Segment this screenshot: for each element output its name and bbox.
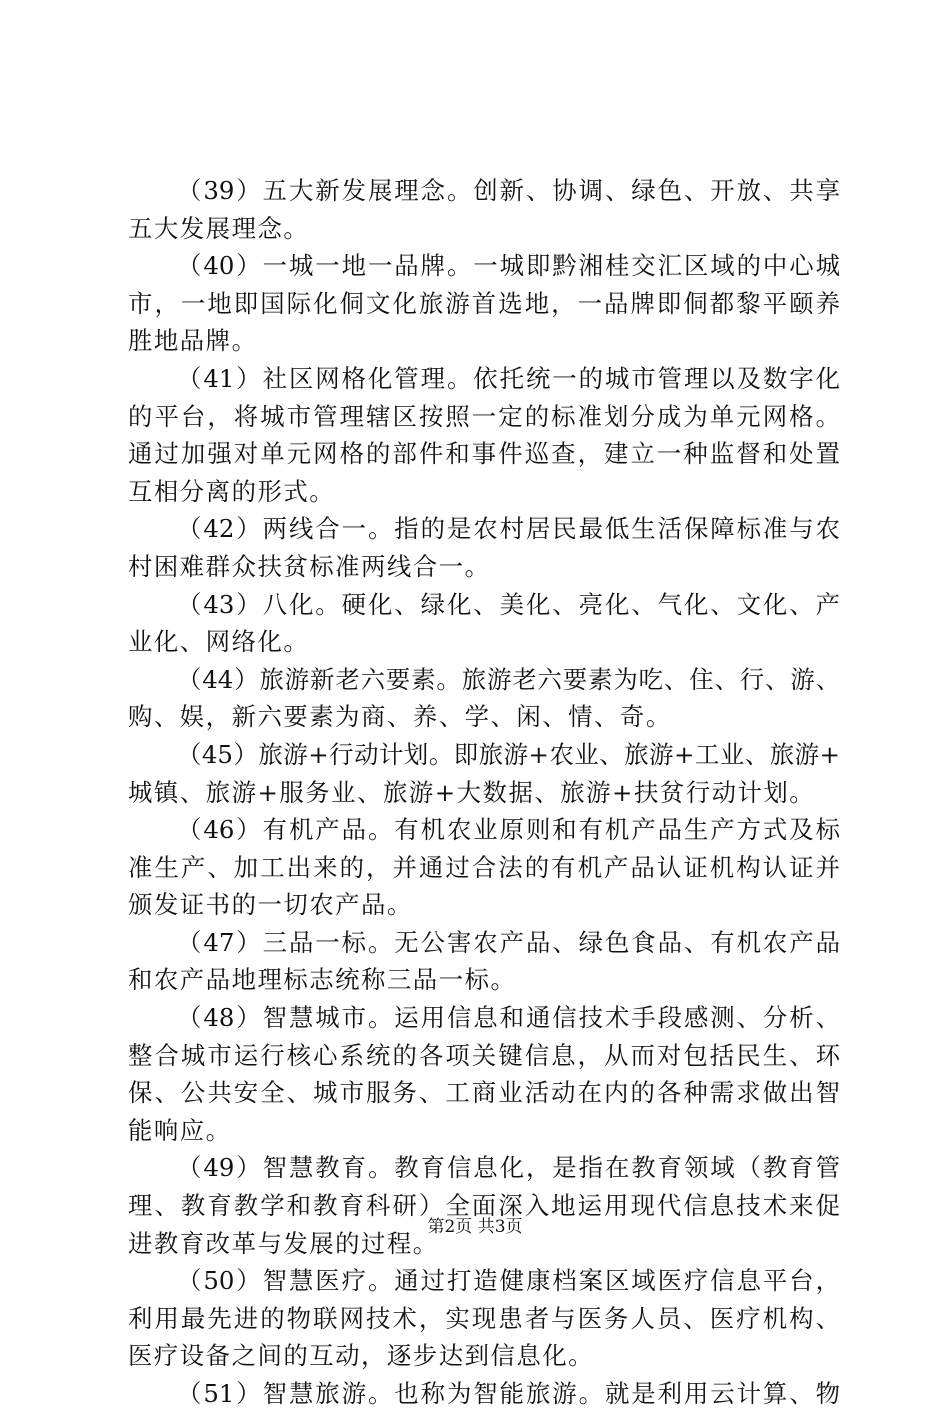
paragraph-line: （41）社区网格化管理。依托统一的城市管理以及数字化 [177,363,840,393]
paragraph-line: 能响应。 [128,1115,232,1145]
paragraph-line: （44）旅游新老六要素。旅游老六要素为吃、住、行、游、 [177,664,840,694]
paragraph-line: 城镇、旅游+服务业、旅游+大数据、旅游+扶贫行动计划。 [128,777,816,807]
paragraph-line: 和农产品地理标志统称三品一标。 [128,965,517,995]
paragraph-line: （50）智慧医疗。通过打造健康档案区域医疗信息平台， [177,1266,840,1296]
paragraph-line: （40）一城一地一品牌。一城即黔湘桂交汇区域的中心城 [177,251,840,281]
paragraph-line: 购、娱，新六要素为商、养、学、闲、情、奇。 [128,702,672,732]
paragraph-line: 保、公共安全、城市服务、工商业活动在内的各种需求做出智 [128,1078,840,1108]
paragraph-line: 整合城市运行核心系统的各项关键信息，从而对包括民生、环 [128,1040,840,1070]
paragraph-line: （48）智慧城市。运用信息和通信技术手段感测、分析、 [177,1003,840,1033]
paragraph-line: 颁发证书的一切农产品。 [128,890,413,920]
paragraph-line: 进教育改革与发展的过程。 [128,1228,439,1258]
paragraph-line: （47）三品一标。无公害农产品、绿色食品、有机农产品 [177,927,840,957]
paragraph-line: （42）两线合一。指的是农村居民最低生活保障标准与农 [177,514,840,544]
paragraph-line: 利用最先进的物联网技术，实现患者与医务人员、医疗机构、 [128,1303,840,1333]
paragraph-line: 理、教育教学和教育科研）全面深入地运用现代信息技术来促 [128,1191,840,1221]
paragraph-line: 通过加强对单元网格的部件和事件巡查，建立一种监督和处置 [128,439,840,469]
paragraph-line: 互相分离的形式。 [128,476,336,506]
paragraph-line: 准生产、加工出来的，并通过合法的有机产品认证机构认证并 [128,852,840,882]
page-number-footer: 第2页 共3页 [427,1217,523,1237]
paragraph-line: 医疗设备之间的互动，逐步达到信息化。 [128,1341,595,1371]
paragraph-line: 市，一地即国际化侗文化旅游首选地，一品牌即侗都黎平颐养 [128,288,840,318]
paragraph-line: 五大发展理念。 [128,213,310,243]
paragraph-line: （49）智慧教育。教育信息化，是指在教育领域（教育管 [177,1153,840,1183]
paragraph-line: （45）旅游+行动计划。即旅游+农业、旅游+工业、旅游+ [177,739,840,769]
paragraph-line: （43）八化。硬化、绿化、美化、亮化、气化、文化、产 [177,589,840,619]
paragraph-line: 村困难群众扶贫标准两线合一。 [128,551,491,581]
paragraph-line: 的平台，将城市管理辖区按照一定的标准划分成为单元网格。 [128,401,840,431]
paragraph-line: 业化、网络化。 [128,627,310,657]
paragraph-line: （46）有机产品。有机农业原则和有机产品生产方式及标 [177,815,840,845]
paragraph-line: 胜地品牌。 [128,326,258,356]
paragraph-line: （39）五大新发展理念。创新、协调、绿色、开放、共享 [177,176,840,205]
paragraph-line: （51）智慧旅游。也称为智能旅游。就是利用云计算、物 [177,1379,840,1408]
